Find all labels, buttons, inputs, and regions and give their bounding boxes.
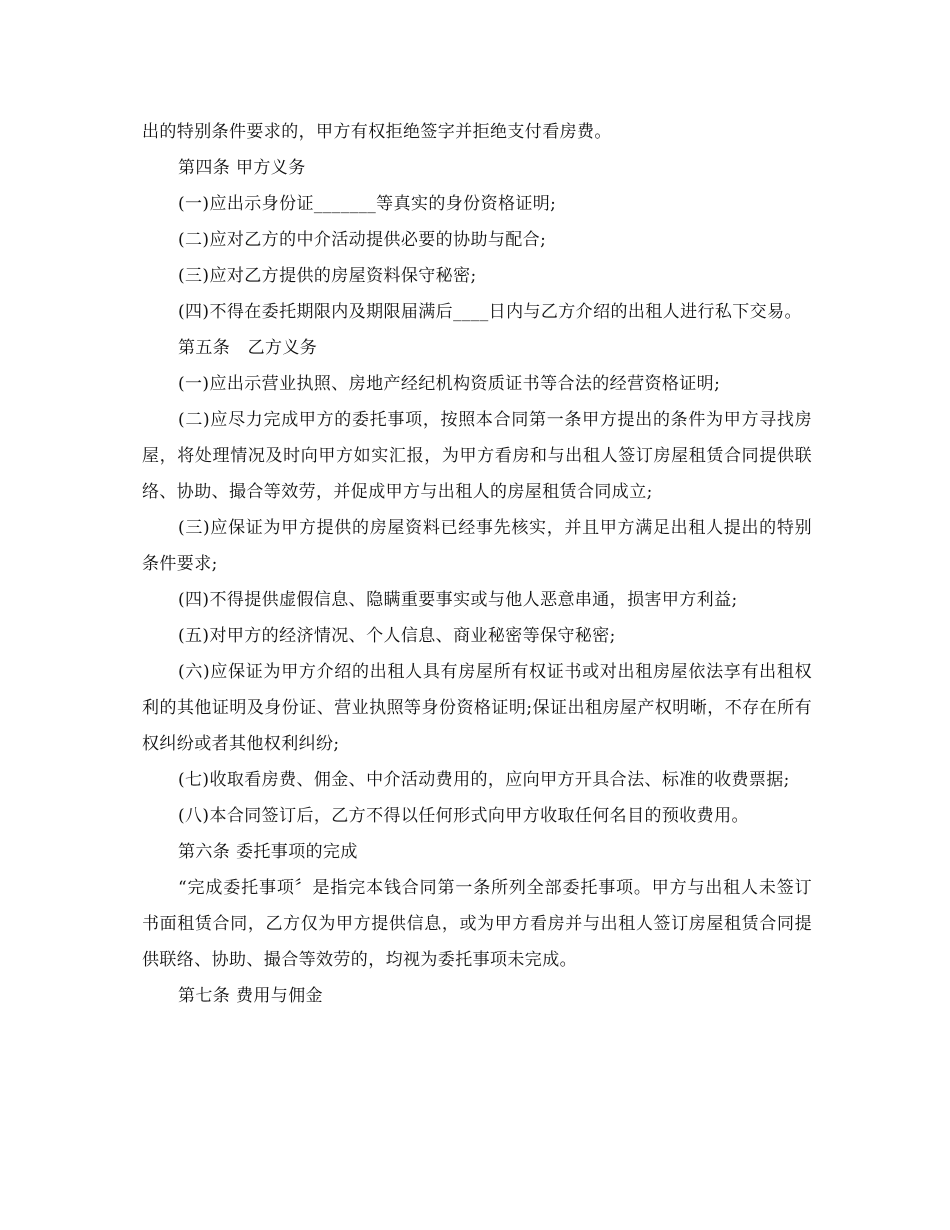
article-7-heading: 第七条 费用与佣金: [178, 986, 324, 1006]
article-5-item-1: (一)应出示营业执照、房地产经纪机构资质证书等合法的经营资格证明;: [178, 374, 721, 394]
article-4-heading: 第四条 甲方义务: [178, 158, 306, 178]
article-4-item-2: (二)应对乙方的中介活动提供必要的协助与配合;: [178, 230, 547, 250]
article-5-item-8: (八)本合同签订后，乙方不得以任何形式向甲方收取任何名目的预收费用。: [178, 806, 749, 826]
document-body: [142, 114, 812, 1014]
article-5-item-4: (四)不得提供虚假信息、隐瞒重要事实或与他人恶意串通，损害甲方利益;: [178, 590, 738, 610]
article-5-item-5: (五)对甲方的经济情况、个人信息、商业秘密等保守秘密;: [178, 626, 616, 646]
article-5-item-2: (二)应尽力完成甲方的委托事项，按照本合同第一条甲方提出的条件为甲方寻找房屋，将处理情况及时向甲方如实汇报，为甲方看房和与出租人签订房屋租赁合同提供联络、协助、撮合等效劳，并促成甲方与出租人的房屋租赁合同成立;: [142, 410, 812, 502]
paragraph-continuation: 出的特别条件要求的，甲方有权拒绝签字并拒绝支付看房费。: [142, 122, 612, 142]
article-5-item-7: (七)收取看房费、佣金、中介活动费用的，应向甲方开具合法、标准的收费票据;: [178, 770, 790, 790]
article-5-item-6: (六)应保证为甲方介绍的出租人具有房屋所有权证书或对出租房屋依法享有出租权利的其他证明及身份证、营业执照等身份资格证明;保证出租房屋产权明晰，不存在所有权纠纷或者其他权利纠纷;: [142, 662, 812, 754]
article-5-heading: 第五条 乙方义务: [178, 338, 318, 358]
article-4-item-4: (四)不得在委托期限内及期限届满后____日内与乙方介绍的出租人进行私下交易。: [178, 302, 802, 322]
article-5-item-3: (三)应保证为甲方提供的房屋资料已经事先核实，并且甲方满足出租人提出的特别条件要求;: [142, 518, 812, 574]
article-4-item-3: (三)应对乙方提供的房屋资料保守秘密;: [178, 266, 477, 286]
article-6-heading: 第六条 委托事项的完成: [178, 842, 358, 862]
article-4-item-1: (一)应出示身份证_______等真实的身份资格证明;: [178, 194, 557, 214]
article-6-paragraph: “完成委托事项〞是指完本钱合同第一条所列全部委托事项。甲方与出租人未签订书面租赁合同，乙方仅为甲方提供信息，或为甲方看房并与出租人签订房屋租赁合同提供联络、协助、撮合等效劳的，均视为委托事项未完成。: [142, 878, 812, 970]
